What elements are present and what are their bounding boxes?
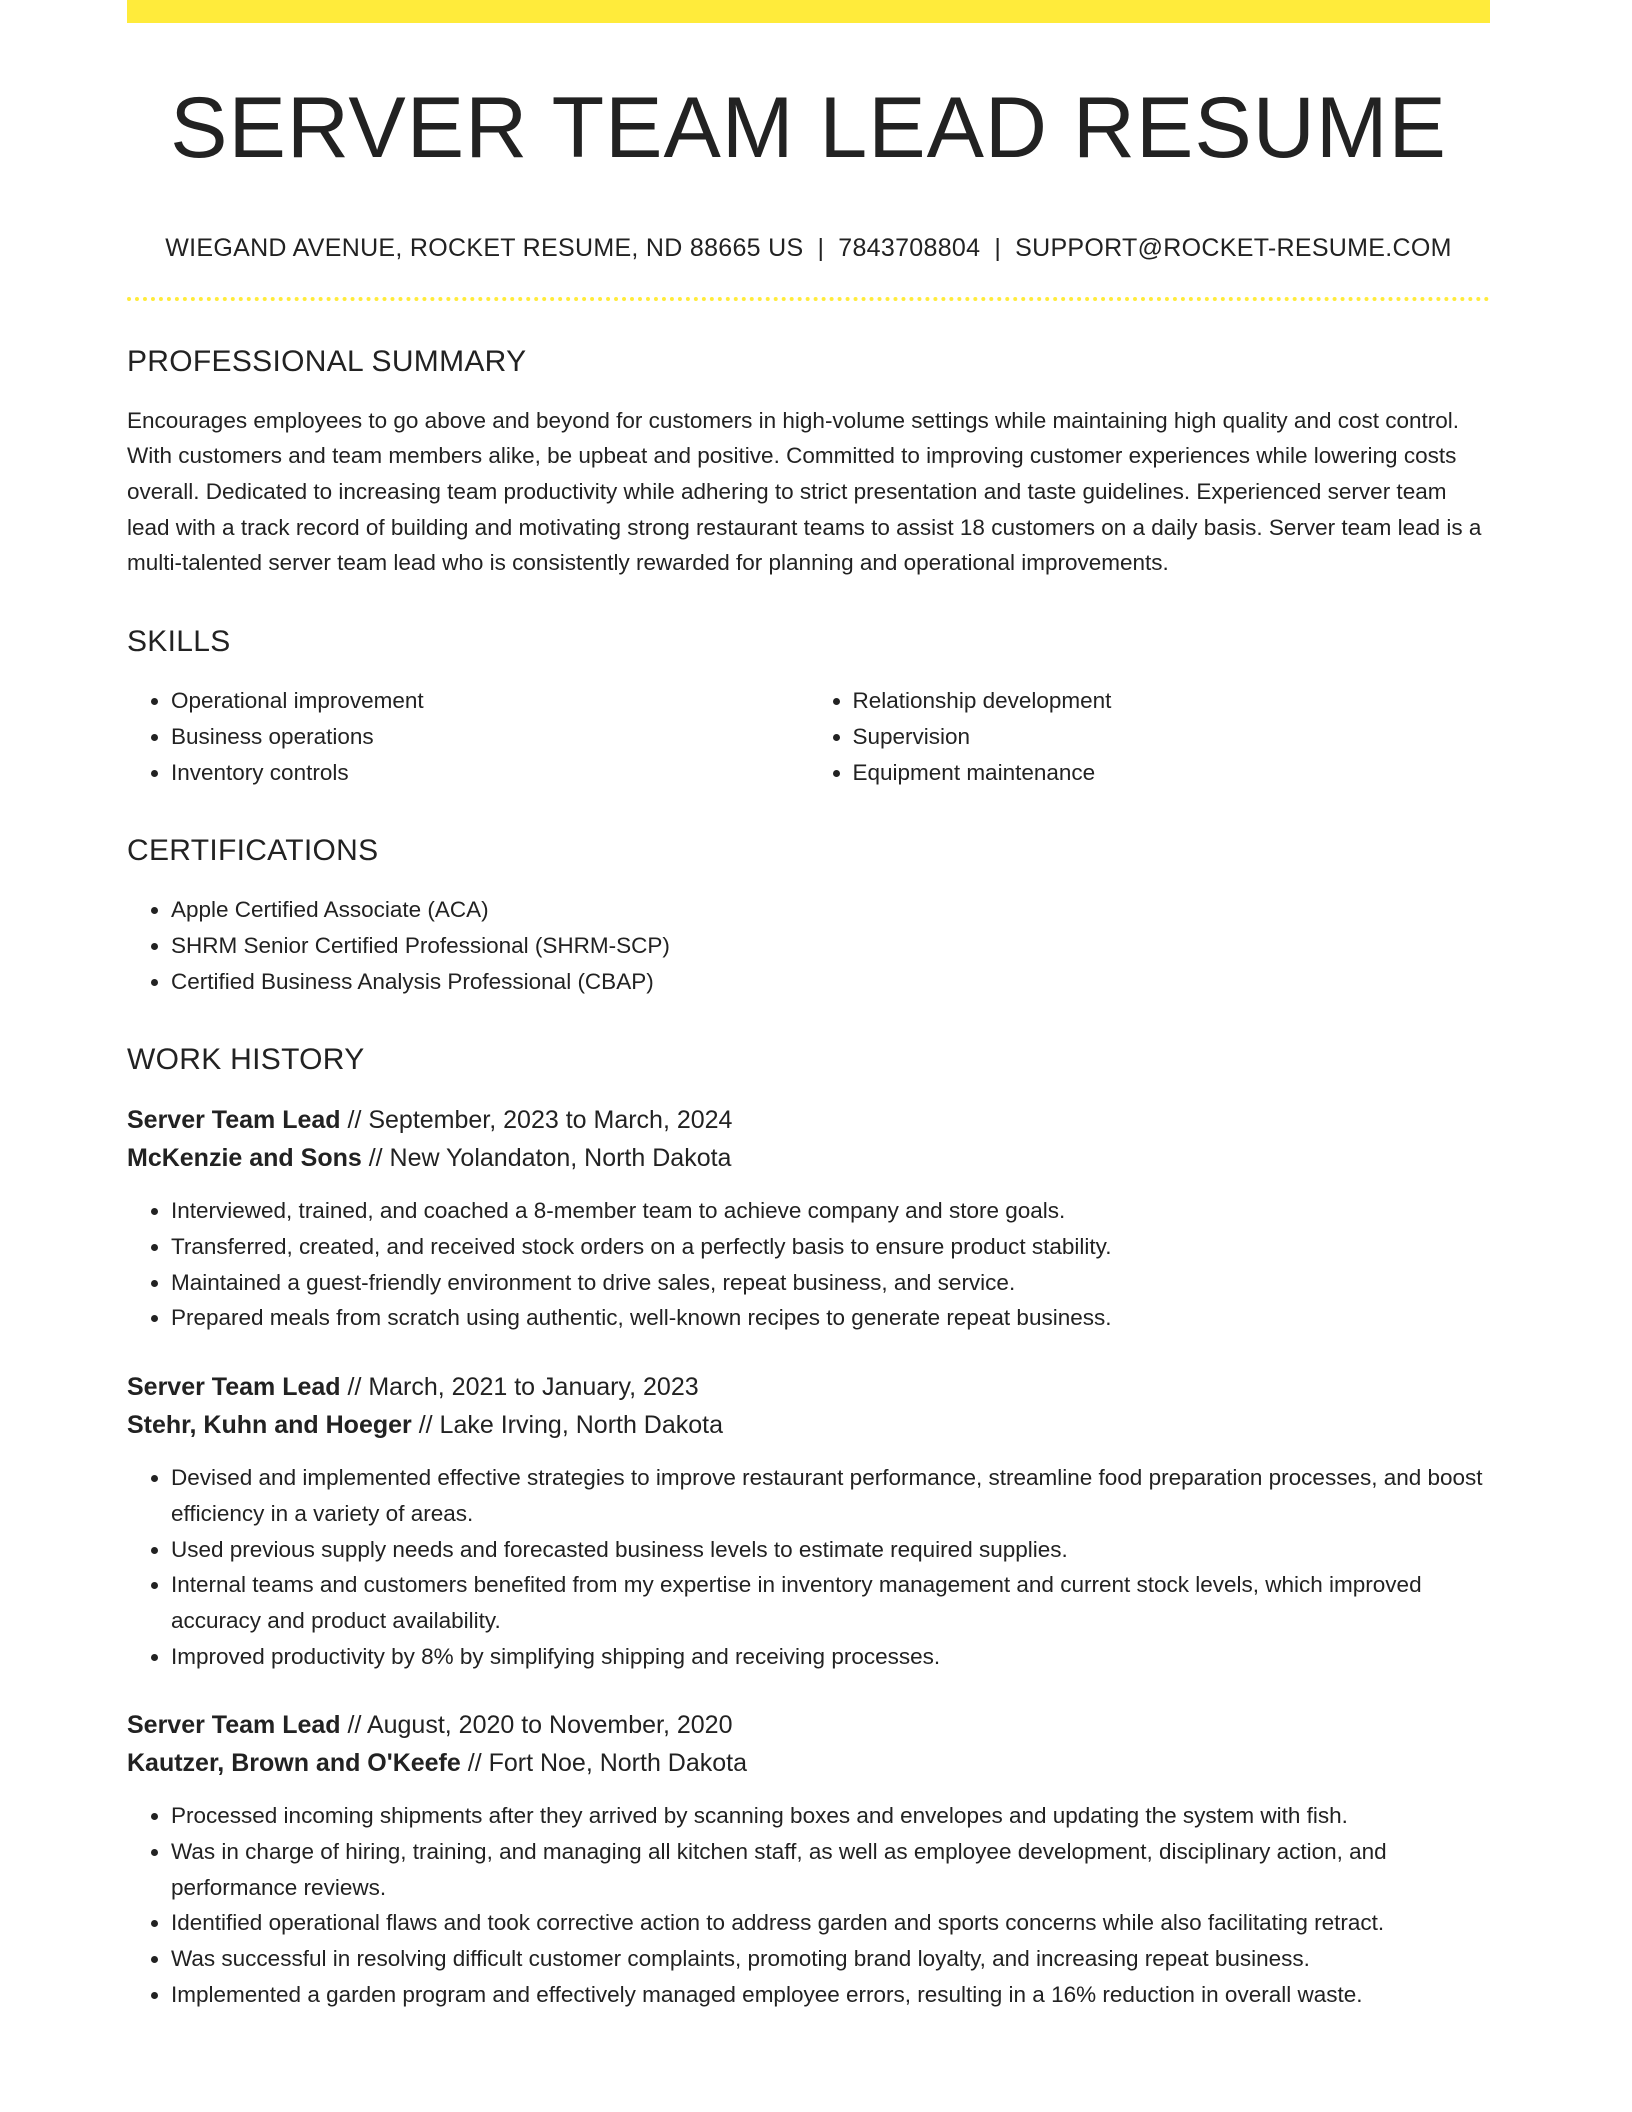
contact-separator: | <box>817 233 825 262</box>
summary-heading: PROFESSIONAL SUMMARY <box>127 344 527 378</box>
job-dates: // August, 2020 to November, 2020 <box>340 1711 733 1740</box>
job-entry <box>127 1706 1490 2012</box>
job-bullet: • Internal teams and customers benefited from my expertise in inventory management and current stock levels, which improved accuracy and product availability. <box>171 1567 1490 1638</box>
job-title-line <box>127 1368 1490 1406</box>
resume-page <box>127 0 1490 2013</box>
job-bullets <box>127 1460 1490 1674</box>
job-entry <box>127 1101 1490 1336</box>
skill-item: • Relationship development <box>853 683 1491 719</box>
job-bullet: • Prepared meals from scratch using authentic, well-known recipes to generate repeat business. <box>171 1300 1490 1336</box>
job-company: McKenzie and Sons <box>127 1144 362 1173</box>
job-location: // Fort Noe, North Dakota <box>460 1749 748 1778</box>
job-dates: // September, 2023 to March, 2024 <box>340 1106 733 1135</box>
job-company: Stehr, Kuhn and Hoeger <box>127 1411 412 1440</box>
job-bullet: • Used previous supply needs and forecasted business levels to estimate required supplies. <box>171 1532 1490 1568</box>
job-bullet: • Was in charge of hiring, training, and managing all kitchen staff, as well as employee development, disciplinary action, and performance reviews. <box>171 1834 1490 1905</box>
job-bullet: • Transferred, created, and received stock orders on a perfectly basis to ensure product stability. <box>171 1229 1490 1265</box>
job-title: Server Team Lead <box>127 1373 341 1402</box>
job-location: // New Yolandaton, North Dakota <box>361 1144 732 1173</box>
job-bullet: • Processed incoming shipments after they arrived by scanning boxes and envelopes and updating the system with fish. <box>171 1798 1490 1834</box>
skills-list <box>127 683 1490 790</box>
contact-phone: 7843708804 <box>838 233 981 262</box>
job-company-line <box>127 1744 1490 1782</box>
skill-item: • Supervision <box>853 719 1491 755</box>
job-bullet: • Devised and implemented effective strategies to improve restaurant performance, streamline food preparation processes, and boost efficiency in a variety of areas. <box>171 1460 1490 1531</box>
job-company-line <box>127 1406 1490 1444</box>
job-title-line <box>127 1101 1490 1139</box>
job-bullet: • Was successful in resolving difficult customer complaints, promoting brand loyalty, and increasing repeat business. <box>171 1941 1490 1977</box>
certification-item: • Certified Business Analysis Professional (CBAP) <box>171 964 1490 1000</box>
job-bullets <box>127 1193 1490 1336</box>
certification-item: • Apple Certified Associate (ACA) <box>171 892 1490 928</box>
contact-email: SUPPORT@ROCKET-RESUME.COM <box>1015 233 1452 262</box>
job-bullet: • Improved productivity by 8% by simplifying shipping and receiving processes. <box>171 1639 1490 1675</box>
skill-item: • Inventory controls <box>171 755 809 791</box>
skill-item: • Equipment maintenance <box>853 755 1491 791</box>
job-bullet: • Implemented a garden program and effectively managed employee errors, resulting in a 16% reduction in overall waste. <box>171 1977 1490 2013</box>
work-history-heading: WORK HISTORY <box>127 1043 365 1077</box>
job-bullet: • Interviewed, trained, and coached a 8-member team to achieve company and store goals. <box>171 1193 1490 1229</box>
resume-title: SERVER TEAM LEAD RESUME <box>170 80 1447 176</box>
summary-text: Encourages employees to go above and beyond for customers in high-volume settings while maintaining high quality and cost control. With customers and team members alike, be upbeat and positive. Committed to improving customer experiences while lowering costs overall. Dedicated to increasing team productivity while adhering to strict presentation and taste guidelines. Experienced server team lead with a track record of building and motivating strong restaurant teams to assist 18 customers on a daily basis. Server team lead is a multi-talented server team lead who is consistently rewarded for planning and operational improvements. <box>127 407 1482 576</box>
skill-item: • Business operations <box>171 719 809 755</box>
job-dates: // March, 2021 to January, 2023 <box>340 1373 699 1402</box>
job-bullet: • Maintained a guest-friendly environment to drive sales, repeat business, and service. <box>171 1265 1490 1301</box>
skills-column-right <box>809 683 1491 790</box>
dotted-divider <box>127 297 1490 301</box>
certifications-heading: CERTIFICATIONS <box>127 834 379 868</box>
job-title: Server Team Lead <box>127 1106 341 1135</box>
job-bullet: • Identified operational flaws and took corrective action to address garden and sports concerns while also facilitating retract. <box>171 1905 1490 1941</box>
certification-item: • SHRM Senior Certified Professional (SHRM-SCP) <box>171 928 1490 964</box>
job-company-line <box>127 1139 1490 1177</box>
skills-heading: SKILLS <box>127 625 231 659</box>
job-title-line <box>127 1706 1490 1744</box>
skills-column-left <box>127 683 809 790</box>
job-bullets <box>127 1798 1490 2012</box>
contact-address: WIEGAND AVENUE, ROCKET RESUME, ND 88665 US <box>165 233 804 262</box>
top-accent-bar <box>127 0 1490 23</box>
contact-line <box>127 234 1490 263</box>
skill-item: • Operational improvement <box>171 683 809 719</box>
contact-separator: | <box>994 233 1002 262</box>
job-title: Server Team Lead <box>127 1711 341 1740</box>
certifications-list <box>127 892 1490 999</box>
job-entry <box>127 1368 1490 1674</box>
job-company: Kautzer, Brown and O'Keefe <box>127 1749 461 1778</box>
job-location: // Lake Irving, North Dakota <box>411 1411 724 1440</box>
